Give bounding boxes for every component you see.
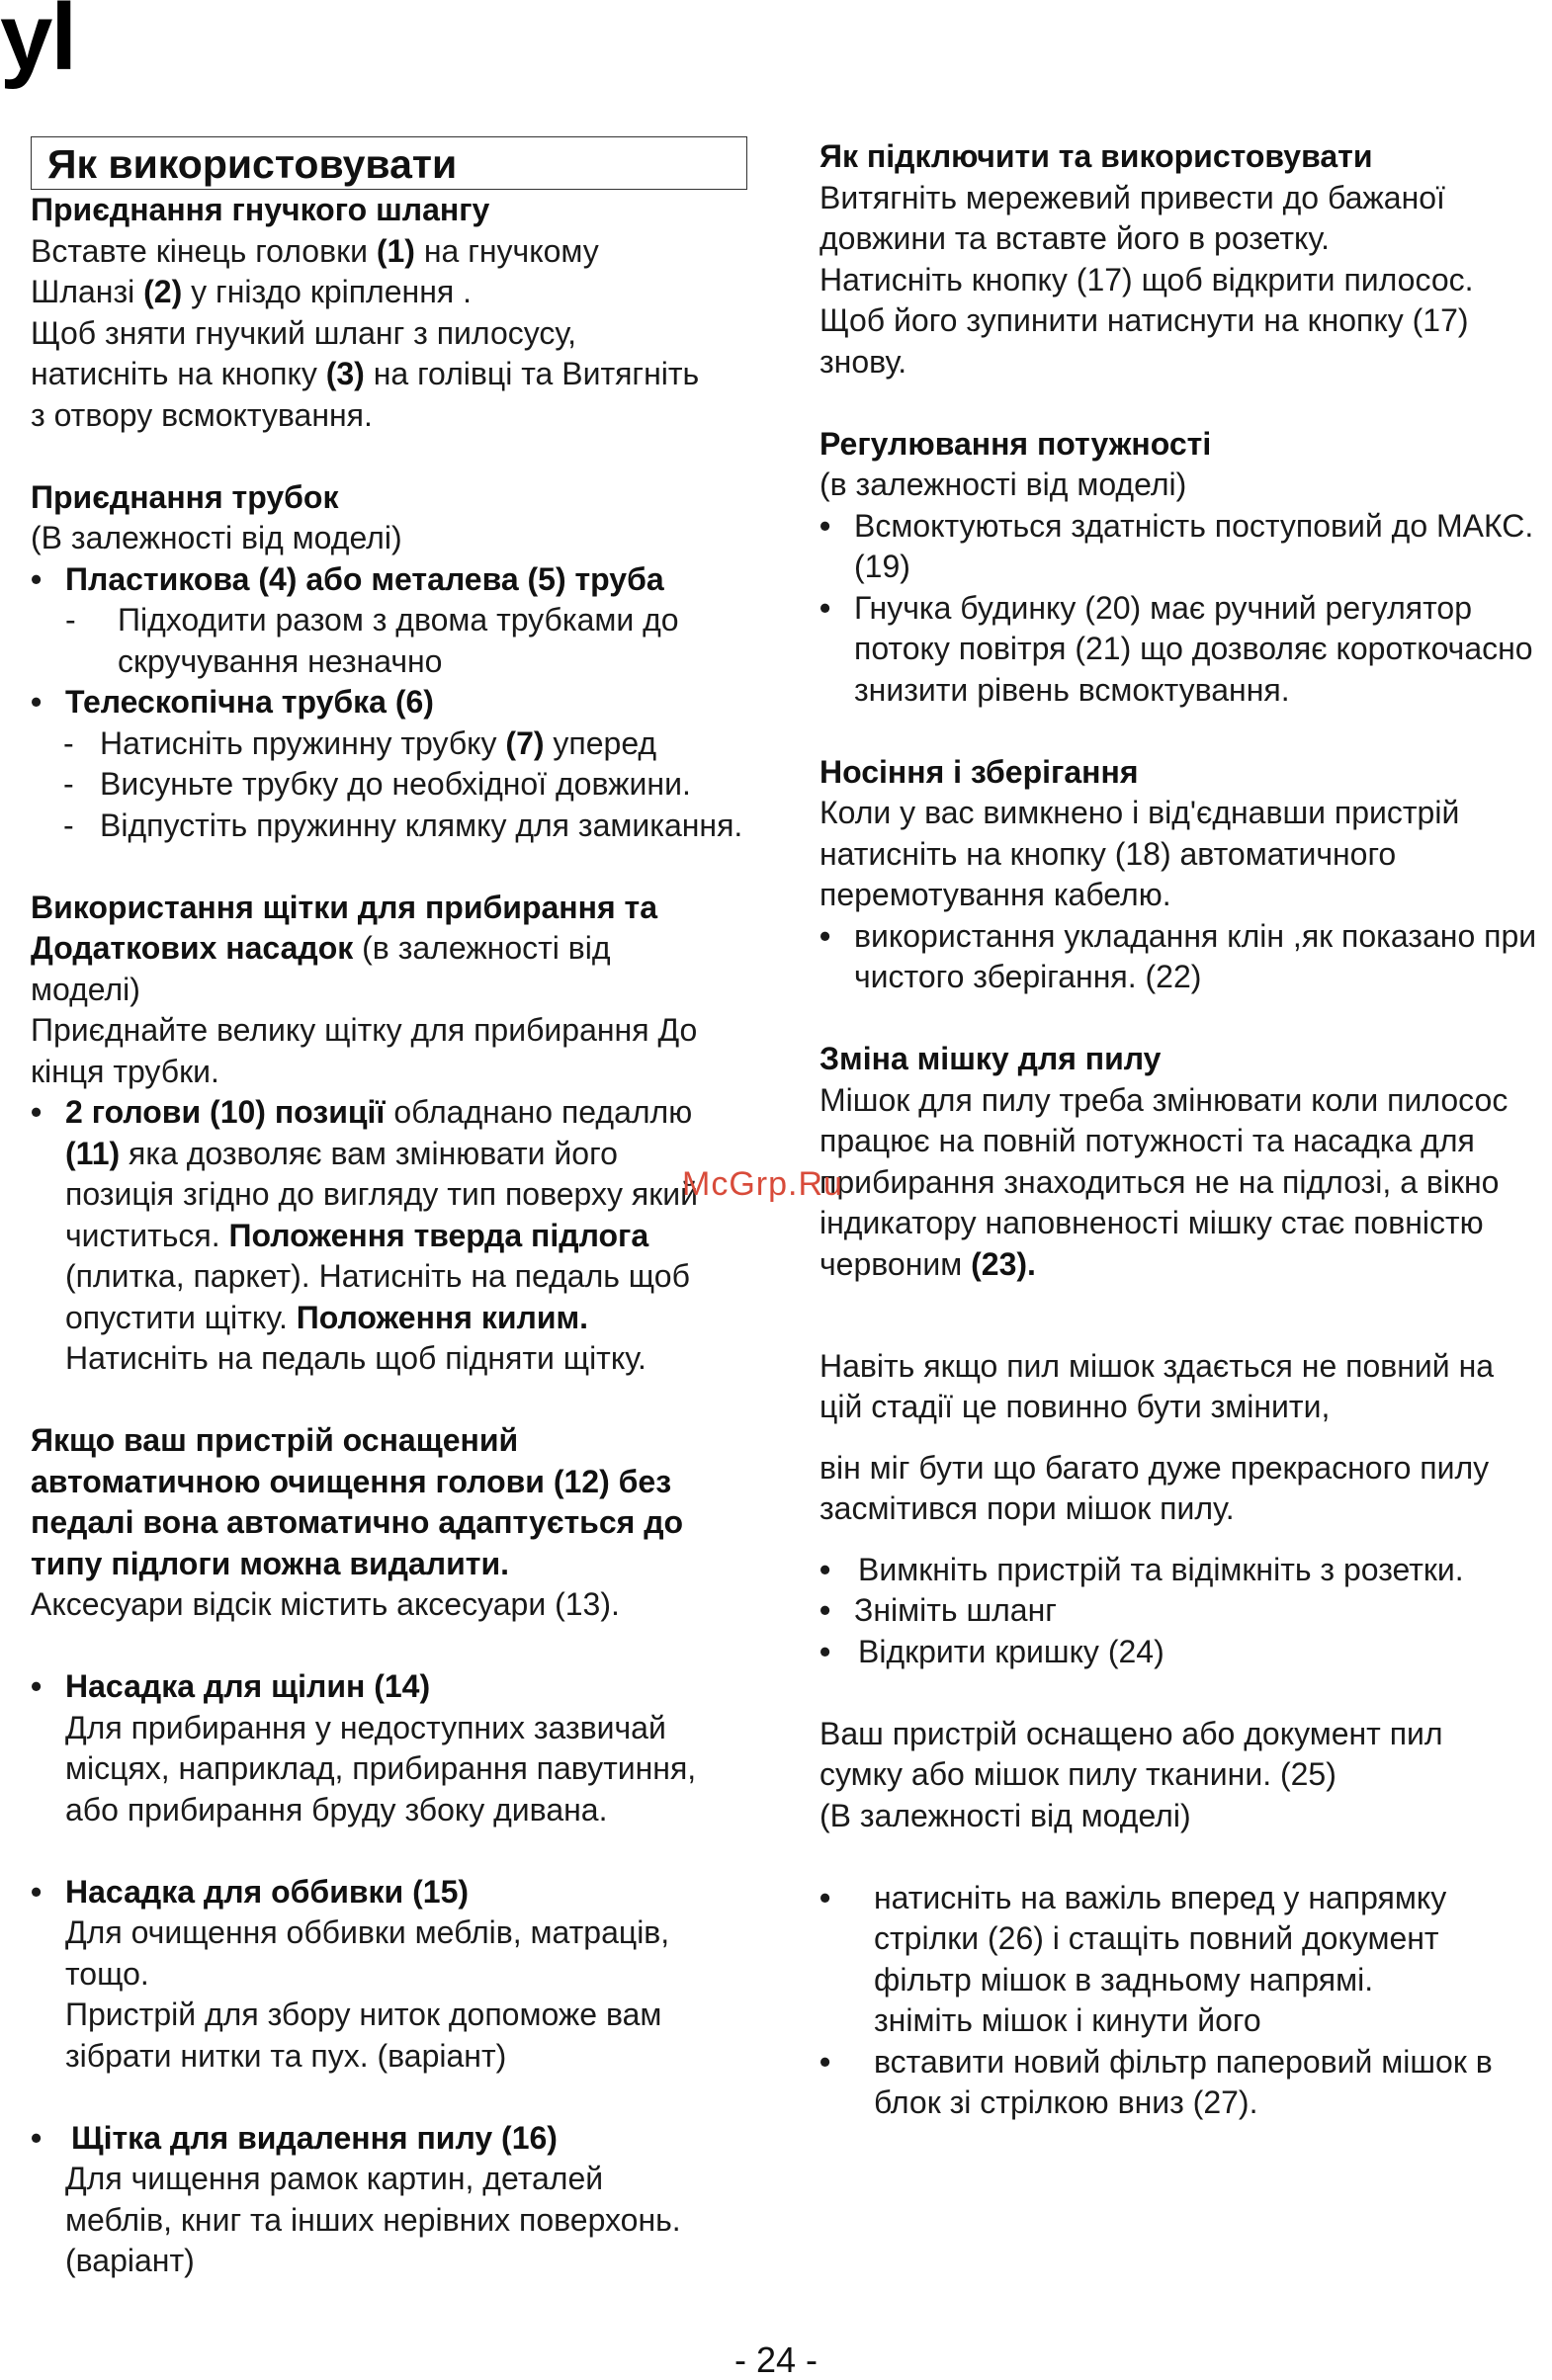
text-line: (В залежності від моделі) (31, 520, 402, 555)
right-column (819, 136, 1551, 2124)
left-column (31, 136, 747, 2282)
list-item: • Насадка для щілин (14) Для прибирання у недоступних зазвичай місцях, наприклад, прибирання павутиння, або прибирання бруду збоку дивана. (31, 1668, 697, 1828)
text-line: Вставте кінець головки (1) на гнучкому (31, 232, 599, 269)
list-item: • Зніміть шланг (819, 1592, 1057, 1628)
heading-bag: Зміна мішку для пилу (819, 1041, 1162, 1076)
text-line: Мішок для пилу треба змінювати коли пилосос (819, 1081, 1509, 1118)
text-line: знову. (819, 343, 907, 380)
list-item: - Висуньте трубку до необхідної довжини. (63, 766, 691, 802)
text-line: автоматичною очищення голови (12) без (31, 1463, 672, 1499)
list-item: • Всмоктуються здатність поступовий до МАКС. (19) (819, 507, 1534, 584)
list-item: • 2 голови (10) позиції обладнано педаллю (11) яка дозволяє вам змінювати його позиція згідно до вигляду тип поверху який чиститься. Положення тверда підлога (плитка, паркет). Натисніть на педаль щоб опустити щітку. Положення килим. Натисніть на педаль щоб підняти щітку. (31, 1094, 698, 1376)
text-line: натисніть на кнопку (18) автоматичного (819, 835, 1397, 872)
text-line: моделі) (31, 971, 140, 1007)
list-item: • Пластикова (4) або металева (5) труба (31, 560, 664, 597)
section-title: Як використовувати (47, 141, 458, 187)
text-line: Додаткових насадок (в залежності від (31, 930, 611, 966)
text-line: (В залежності від моделі) (819, 1797, 1191, 1833)
list-item: • використання укладання клін ,як показано при чистого зберігання. (22) (819, 917, 1537, 994)
text-line: довжини та вставте його в розетку. (819, 220, 1331, 256)
heading-auto-head: Якщо ваш пристрій оснащений (31, 1422, 519, 1458)
text-line: індикатору наповненості мішку стає повністю (819, 1205, 1484, 1240)
text-line: Навіть якщо пил мішок здається не повний на (819, 1347, 1495, 1384)
text-line: Ваш пристрій оснащено або документ пил (819, 1715, 1443, 1751)
language-mark: уl (0, 0, 76, 90)
list-item: - Відпустіть пружинну клямку для замикання. (63, 807, 743, 843)
heading-brush: Використання щітки для прибирання та (31, 889, 657, 925)
text-line: типу підлоги можна видалити. (31, 1545, 509, 1581)
text-line: працює на повній потужності та насадка для (819, 1123, 1475, 1158)
text-line: Коли у вас вимкнено і від'єднавши пристрій (819, 795, 1460, 830)
list-item: • Щітка для видалення пилу (16) Для чищення рамок картин, деталей меблів, книг та інших нерівних поверхонь. (варіант) (31, 2119, 681, 2278)
text-line: він міг бути що багато дуже прекрасного пилу (819, 1449, 1490, 1486)
section-title-box (31, 136, 747, 190)
text-line: натисніть на кнопку (3) на голівці та Витягніть (31, 356, 700, 391)
heading-storage: Носіння і зберігання (819, 753, 1139, 790)
text-line: сумку або мішок пилу тканини. (25) (819, 1756, 1336, 1792)
page-number: - 24 - (733, 2339, 819, 2380)
text-line: Витягніть мережевий привести до бажаної (819, 179, 1445, 215)
list-item: • Насадка для оббивки (15) Для очищення оббивки меблів, матраців, тощо. Пристрій для збору ниток допоможе вам зібрати нитки та пух. (варіант) (31, 1873, 670, 2074)
list-item: • Вимкніть пристрій та відімкніть з розетки. (819, 1551, 1464, 1587)
list-item: • Гнучка будинку (20) має ручний регулятор потоку повітря (21) що дозволяє короткочасно знизити рівень всмоктування. (819, 589, 1533, 708)
list-item: • натисніть на важіль вперед у напрямку стрілки (26) і стащіть повний документ фільтр мішок в задньому напрямі. зніміть мішок і кинути його (819, 1879, 1447, 2038)
text-line: Натисніть кнопку (17) щоб відкрити пилосос. (819, 261, 1474, 298)
text-line: цій стадії це повинно бути змінити, (819, 1389, 1331, 1424)
text-line: Щоб зняти гнучкий шланг з пилосусу, (31, 314, 577, 351)
text-line: педалі вона автоматично адаптується до (31, 1504, 684, 1540)
heading-hose: Приєднання гнучкого шлангу (31, 192, 490, 227)
heading-tubes: Приєднання трубок (31, 478, 339, 515)
list-item: - Натисніть пружинну трубку (7) уперед (63, 724, 657, 761)
text-line: прибирання знаходиться не на підлозі, а вікно (819, 1163, 1500, 1200)
list-item: - Підходити разом з двома трубками до скручування незначно (65, 602, 679, 679)
list-item: • Відкрити кришку (24) (819, 1633, 1164, 1669)
list-item: • вставити новий фільтр паперовий мішок в блок зі стрілкою вниз (27). (819, 2043, 1493, 2120)
heading-connect: Як підключити та використовувати (819, 138, 1373, 174)
text-line: перемотування кабелю. (819, 877, 1171, 912)
list-item: • Телескопічна трубка (6) (31, 684, 434, 720)
text-line: засмітився пори мішок пилу. (819, 1490, 1235, 1526)
heading-power: Регулювання потужності (819, 425, 1212, 462)
text-line: Аксесуари відсік містить аксесуари (13). (31, 1586, 620, 1622)
text-line: з отвору всмоктування. (31, 396, 373, 433)
text-line: Щоб його зупинити натиснути на кнопку (17) (819, 302, 1469, 338)
text-line: червоним (23). (819, 1245, 1036, 1282)
text-line: (в залежності від моделі) (819, 467, 1187, 502)
text-line: Приєднайте велику щітку для прибирання До кінця трубки. (31, 1012, 698, 1089)
watermark: McGrp.Ru (682, 1165, 843, 1203)
text-line: Шланзі (2) у гніздо кріплення . (31, 274, 472, 309)
